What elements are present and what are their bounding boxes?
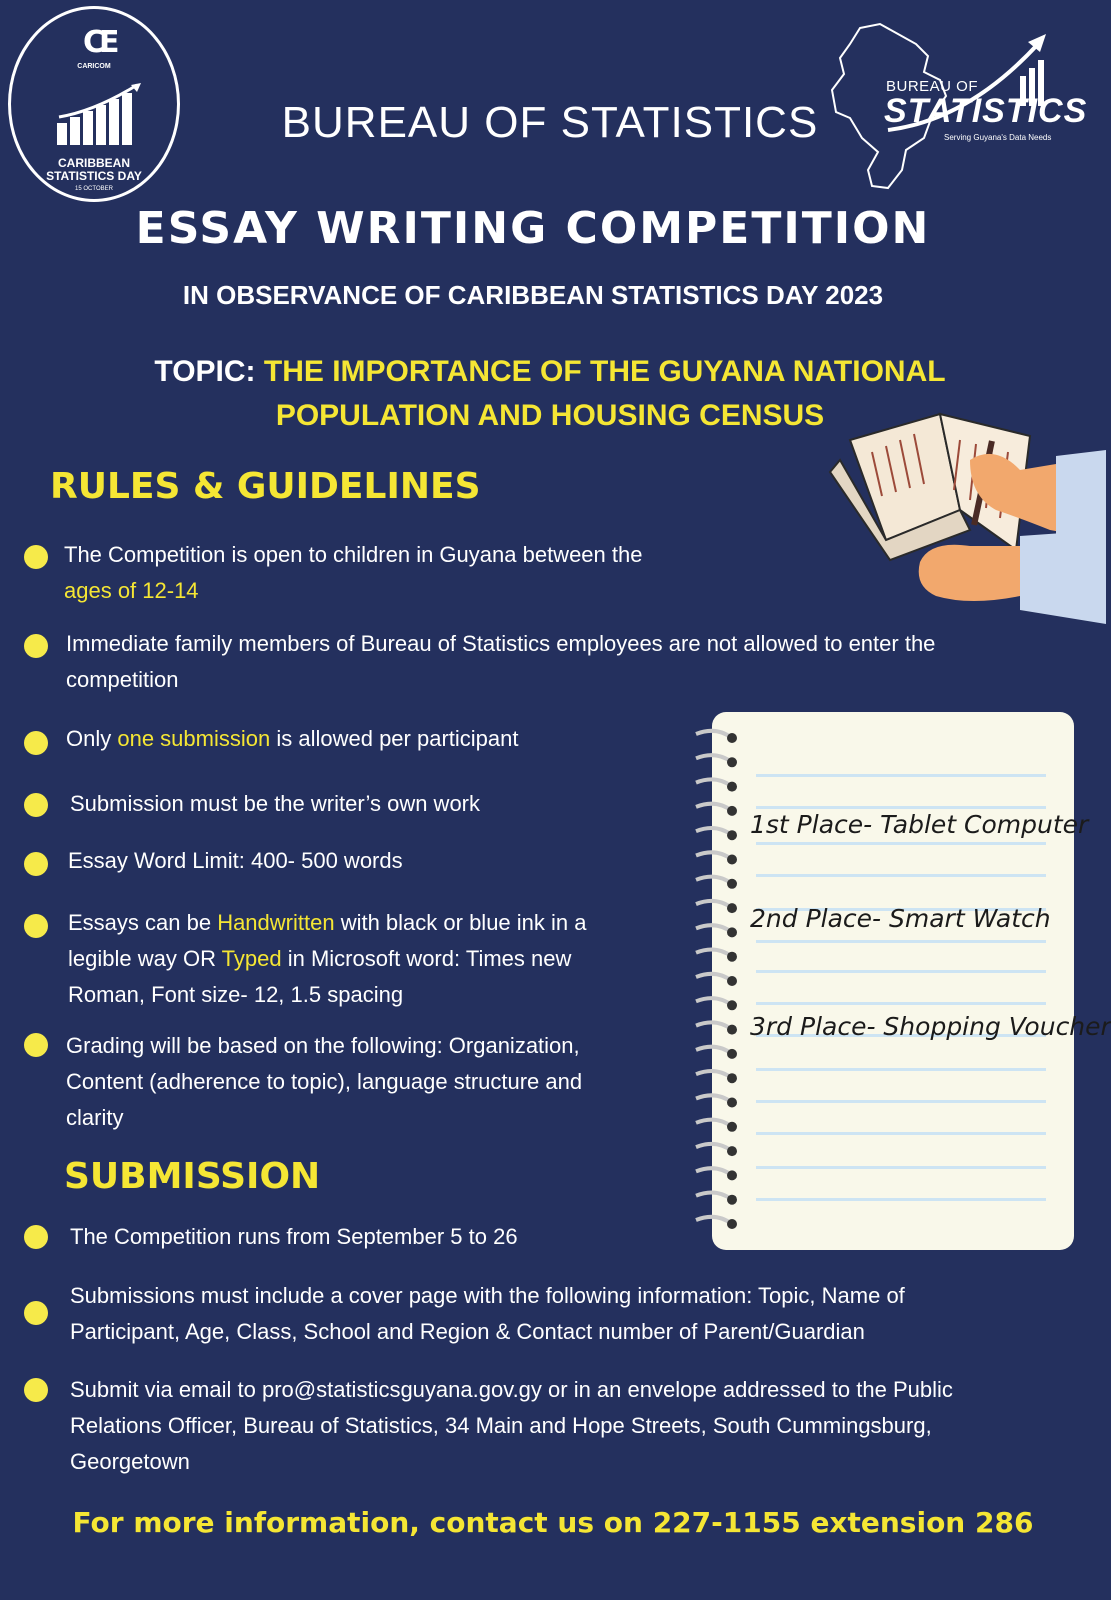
- notebook-line: [756, 940, 1046, 943]
- caricom-label: CARICOM: [77, 63, 111, 70]
- spiral-ring: [696, 731, 732, 738]
- bullet-icon: [24, 1378, 48, 1402]
- spiral-ring: [696, 804, 732, 811]
- spiral-hole: [727, 1073, 737, 1083]
- spiral-ring: [696, 925, 732, 932]
- spiral-hole: [727, 1219, 737, 1229]
- bullet-icon: [24, 1301, 48, 1325]
- bos-logo-tagline: Serving Guyana's Data Needs: [944, 133, 1052, 142]
- rule-grading-line-2: Content (adherence to topic), language structure and: [66, 1069, 583, 1094]
- bullet-icon: [24, 852, 48, 876]
- prize-second: 2nd Place- Smart Watch: [750, 904, 1051, 933]
- spiral-hole: [727, 1098, 737, 1108]
- spiral-ring: [696, 1193, 732, 1200]
- spiral-hole: [727, 1049, 737, 1059]
- notebook-line: [756, 774, 1046, 777]
- notebook-line: [756, 1002, 1046, 1005]
- writing-book-illustration: [820, 400, 1106, 630]
- notebook-line: [756, 842, 1046, 845]
- spiral-ring: [696, 1144, 732, 1151]
- spiral-ring: [696, 852, 732, 859]
- spiral-hole: [727, 1000, 737, 1010]
- rule-age-highlight: ages of 12-14: [64, 578, 199, 603]
- spiral-ring: [696, 1120, 732, 1127]
- spiral-hole: [727, 855, 737, 865]
- rule-word-limit: Essay Word Limit: 400- 500 words: [68, 848, 403, 873]
- rule-grading-line-1: Grading will be based on the following: Organization,: [66, 1033, 580, 1058]
- submission-cover-line-1: Submissions must include a cover page with the following information: Topic, Name of: [70, 1283, 905, 1308]
- rule-format-d: legible way OR: [68, 946, 222, 971]
- spiral-hole: [727, 952, 737, 962]
- notebook-line: [756, 1166, 1046, 1169]
- rule-own-work: Submission must be the writer’s own work: [70, 791, 481, 816]
- topic-line-1: [110, 350, 990, 394]
- spiral-ring: [696, 877, 732, 884]
- spiral-hole: [727, 1122, 737, 1132]
- notebook-line: [756, 970, 1046, 973]
- notebook-line: [756, 1132, 1046, 1135]
- rule-age: [64, 537, 764, 609]
- spiral-hole: [727, 1170, 737, 1180]
- submission-heading: SUBMISSION: [64, 1156, 321, 1197]
- notebook-line: [756, 874, 1046, 877]
- notebook-spiral-icon: [692, 724, 740, 1234]
- submission-method: [70, 1372, 1090, 1480]
- subtitle: IN OBSERVANCE OF CARIBBEAN STATISTICS DAY 2023: [182, 280, 884, 310]
- spiral-ring: [696, 1168, 732, 1175]
- spiral-hole: [727, 903, 737, 913]
- submission-method-line-1: Submit via email to pro@statisticsguyana.gov.gy or in an envelope addressed to the Public: [70, 1377, 953, 1402]
- rule-grading: [66, 1028, 686, 1136]
- rule-grading-line-3: clarity: [66, 1105, 124, 1130]
- rule-one-submission: [66, 721, 686, 757]
- topic-label: TOPIC:: [154, 355, 256, 388]
- rule-format-f: in Microsoft word: Times new: [281, 946, 572, 971]
- topic-text-2: POPULATION AND HOUSING CENSUS: [275, 399, 825, 432]
- bullet-icon: [24, 1225, 48, 1249]
- spiral-hole: [727, 976, 737, 986]
- bullet-icon: [24, 914, 48, 938]
- spiral-hole: [727, 927, 737, 937]
- rule-one-submission-c: is allowed per participant: [270, 726, 519, 751]
- submission-method-line-3: Georgetown: [70, 1449, 190, 1474]
- rule-one-submission-highlight: one submission: [117, 726, 271, 751]
- spiral-hole: [727, 733, 737, 743]
- bullet-icon: [24, 1033, 48, 1057]
- spiral-ring: [696, 950, 732, 957]
- bullet-icon: [24, 634, 48, 658]
- rule-format-a: Essays can be: [68, 910, 218, 935]
- submission-cover-page: [70, 1278, 1080, 1350]
- notebook-line: [756, 1198, 1046, 1201]
- rule-format-line-2: [68, 941, 688, 977]
- rules-heading: RULES & GUIDELINES: [50, 466, 481, 507]
- spiral-ring: [696, 779, 732, 786]
- bullet-icon: [24, 793, 48, 817]
- event-line-1: CARIBBEAN: [58, 156, 130, 170]
- notebook-line: [756, 1100, 1046, 1103]
- rule-format-line-1: [68, 905, 688, 941]
- rule-format-handwritten: Handwritten: [217, 910, 335, 935]
- spiral-hole: [727, 782, 737, 792]
- spiral-hole: [727, 806, 737, 816]
- bullet-icon: [24, 545, 48, 569]
- notebook-line: [756, 806, 1046, 809]
- prize-first: 1st Place- Tablet Computer: [750, 810, 1089, 839]
- spiral-ring: [696, 998, 732, 1005]
- spiral-ring: [696, 1047, 732, 1054]
- bullet-icon: [24, 731, 48, 755]
- spiral-ring: [696, 1022, 732, 1029]
- submission-dates: The Competition runs from September 5 to 26: [70, 1224, 518, 1249]
- rule-one-submission-a: Only: [66, 726, 118, 751]
- bos-logo-small-text: BUREAU OF: [886, 78, 979, 95]
- spiral-hole: [727, 879, 737, 889]
- notebook-line: [756, 1068, 1046, 1071]
- spiral-ring: [696, 1095, 732, 1102]
- spiral-hole: [727, 830, 737, 840]
- submission-method-line-2: Relations Officer, Bureau of Statistics, 34 Main and Hope Streets, South Cummingsburg,: [70, 1413, 932, 1438]
- rule-family-line-1: Immediate family members of Bureau of Statistics employees are not allowed to enter the: [66, 631, 936, 656]
- bureau-of-statistics-logo: [828, 20, 1088, 195]
- submission-cover-line-2: Participant, Age, Class, School and Region & Contact number of Parent/Guardian: [70, 1319, 865, 1344]
- rule-family-line-2: competition: [66, 667, 179, 692]
- rule-format-typed: Typed: [221, 946, 282, 971]
- spiral-ring: [696, 901, 732, 908]
- spiral-ring: [696, 828, 732, 835]
- spiral-ring: [696, 1071, 732, 1078]
- main-title: ESSAY WRITING COMPETITION: [135, 203, 931, 254]
- bar-growth-icon: [55, 83, 145, 145]
- rule-format: [68, 905, 688, 1013]
- bos-logo-big-text: STATISTICS: [884, 92, 1088, 130]
- rule-age-line-1: The Competition is open to children in Guyana between the: [64, 542, 643, 567]
- rule-format-line-3: Roman, Font size- 12, 1.5 spacing: [68, 982, 404, 1007]
- spiral-ring: [696, 974, 732, 981]
- prize-notebook: [712, 712, 1111, 1250]
- contact-footer: For more information, contact us on 227-1155 extension 286: [72, 1506, 1034, 1539]
- header-title: BUREAU OF STATISTICS: [281, 98, 819, 147]
- spiral-ring: [696, 755, 732, 762]
- spiral-hole: [727, 1146, 737, 1156]
- event-line-2: STATISTICS DAY: [46, 169, 142, 183]
- prize-third: 3rd Place- Shopping Voucher: [750, 1012, 1111, 1041]
- event-date: 15 OCTOBER: [75, 186, 113, 192]
- spiral-ring: [696, 1217, 732, 1224]
- caricom-mark: CE: [83, 25, 114, 60]
- spiral-hole: [727, 757, 737, 767]
- spiral-hole: [727, 1025, 737, 1035]
- rule-format-c: with black or blue ink in a: [334, 910, 587, 935]
- caricom-event-name: [11, 157, 177, 183]
- rule-family: [66, 626, 1076, 698]
- topic-text-1: THE IMPORTANCE OF THE GUYANA NATIONAL: [263, 355, 946, 388]
- caribbean-statistics-day-logo: [8, 6, 180, 202]
- spiral-hole: [727, 1195, 737, 1205]
